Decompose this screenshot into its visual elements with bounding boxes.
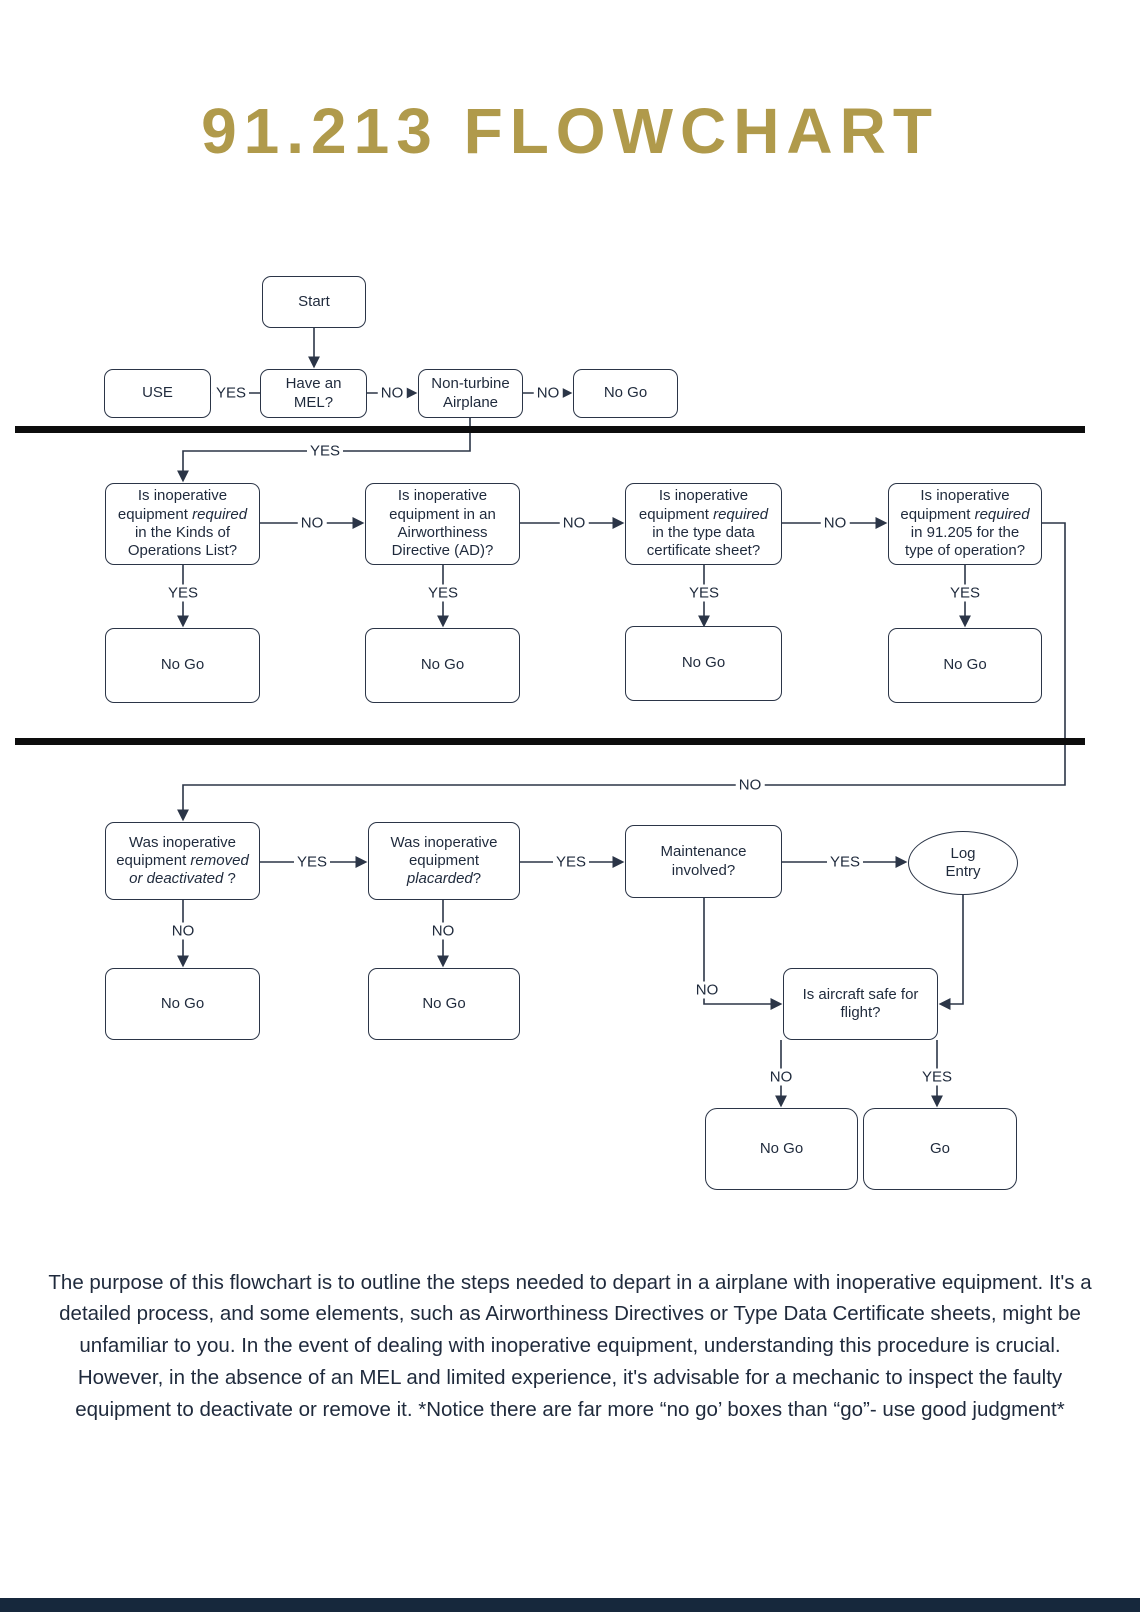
node-label bbox=[114, 834, 251, 889]
edge-label-no: NO bbox=[736, 777, 765, 794]
page-title: 91.213 FLOWCHART bbox=[201, 95, 939, 167]
node-q-type-data-certificate bbox=[625, 483, 782, 565]
node-label bbox=[377, 834, 511, 889]
node-q-kinds-operations bbox=[105, 483, 260, 565]
node-label bbox=[114, 487, 251, 560]
label-text: in 91.205 for the type of operation? bbox=[904, 524, 1026, 560]
edge-label-no: NO bbox=[169, 923, 198, 940]
node-start bbox=[262, 276, 366, 328]
node-label: USE bbox=[142, 384, 173, 402]
node-label: No Go bbox=[943, 656, 987, 674]
node-label: No Go bbox=[603, 384, 648, 402]
node-q-removed-deactivated bbox=[105, 822, 260, 900]
edge-label-yes: YES bbox=[827, 854, 863, 871]
node-no-go-91205 bbox=[888, 628, 1042, 703]
node-label: No Go bbox=[160, 656, 205, 674]
edge-label-no: NO bbox=[534, 385, 563, 402]
node-label: No Go bbox=[160, 994, 205, 1012]
edge-label-yes: YES bbox=[919, 1069, 955, 1086]
label-text: ? bbox=[223, 870, 236, 888]
section-divider-top bbox=[15, 426, 1085, 433]
node-label: Is aircraft safe for flight? bbox=[802, 985, 919, 1021]
label-text: Is inoperative equipment bbox=[117, 487, 228, 523]
label-text: ? bbox=[472, 870, 482, 888]
label-text: in the Kinds of Operations List? bbox=[127, 524, 238, 560]
label-text: in the type data certificate sheet? bbox=[646, 524, 761, 560]
node-log-entry bbox=[908, 831, 1018, 895]
label-text: Was inoperative equipment bbox=[116, 833, 236, 869]
node-label bbox=[897, 487, 1033, 560]
edge-label-no: NO bbox=[298, 515, 327, 532]
label-em: required bbox=[974, 505, 1030, 523]
edge-label-no: NO bbox=[429, 923, 458, 940]
edge-label-no: NO bbox=[560, 515, 589, 532]
edge-label-yes: YES bbox=[294, 854, 330, 871]
node-no-go-final bbox=[705, 1108, 858, 1190]
node-label: No Go bbox=[422, 994, 466, 1012]
label-em: removed or deactivated bbox=[129, 851, 249, 888]
edge-label-yes: YES bbox=[307, 443, 343, 460]
bottom-accent-bar bbox=[0, 1598, 1140, 1612]
label-em: required bbox=[192, 505, 248, 523]
label-em: placarded bbox=[406, 870, 473, 888]
edge-label-no: NO bbox=[693, 982, 722, 999]
node-label bbox=[634, 487, 773, 560]
node-no-go-tcds bbox=[625, 626, 782, 701]
edge-label-yes: YES bbox=[947, 585, 983, 602]
node-label: No Go bbox=[759, 1139, 804, 1157]
node-no-go-removed bbox=[105, 968, 260, 1040]
edge-label-no: NO bbox=[821, 515, 850, 532]
edge-label-yes: YES bbox=[686, 585, 722, 602]
label-em: required bbox=[713, 505, 769, 523]
edge-label-yes: YES bbox=[553, 854, 589, 871]
node-label: Have an MEL? bbox=[285, 375, 342, 411]
label-text: Is inoperative equipment bbox=[900, 487, 1010, 523]
node-no-go-mel bbox=[573, 369, 678, 418]
node-non-turbine bbox=[418, 369, 523, 418]
node-label: Log Entry bbox=[945, 844, 981, 880]
node-go bbox=[863, 1108, 1017, 1190]
edge-label-no: NO bbox=[378, 385, 407, 402]
edge-label-yes: YES bbox=[425, 585, 461, 602]
node-no-go-ad bbox=[365, 628, 520, 703]
node-use-mel bbox=[104, 369, 211, 418]
section-divider-bottom bbox=[15, 738, 1085, 745]
node-label: Go bbox=[929, 1139, 950, 1157]
node-label: Is inoperative equipment in an Airworthiness Directive (AD)? bbox=[389, 487, 496, 560]
node-no-go-kinds bbox=[105, 628, 260, 703]
label-text: Was inoperative equipment bbox=[390, 833, 498, 869]
label-text: Is inoperative equipment bbox=[638, 487, 749, 523]
node-maintenance-involved bbox=[625, 825, 782, 898]
node-label: No Go bbox=[420, 656, 465, 674]
node-label: No Go bbox=[681, 654, 726, 672]
node-label: Maintenance involved? bbox=[660, 843, 747, 879]
edge-label-yes: YES bbox=[165, 585, 201, 602]
node-label: Non-turbine Airplane bbox=[431, 375, 510, 411]
purpose-paragraph: The purpose of this flowchart is to outline the steps needed to depart in a airplane with inoperative equipment. It's a detailed process, and some elements, such as Airworthiness Directives or Type Data Certificate sheets, might be unfamiliar to you. In the event of dealing with inoperative equipment, understanding this procedure is crucial. However, in the absence of an MEL and limited experience, it's advisable for a mechanic to inspect the faulty equipment to deactivate or remove it. *Notice there are far more “no go’ boxes than “go”- use good judgment* bbox=[48, 1270, 1092, 1422]
node-no-go-placarded bbox=[368, 968, 520, 1040]
node-q-91205 bbox=[888, 483, 1042, 565]
node-aircraft-safe bbox=[783, 968, 938, 1040]
edge-label-yes: YES bbox=[213, 385, 249, 402]
edge-label-no: NO bbox=[767, 1069, 796, 1086]
node-q-placarded bbox=[368, 822, 520, 900]
node-have-mel bbox=[260, 369, 367, 418]
node-q-airworthiness-directive bbox=[365, 483, 520, 565]
node-label: Start bbox=[298, 292, 330, 310]
